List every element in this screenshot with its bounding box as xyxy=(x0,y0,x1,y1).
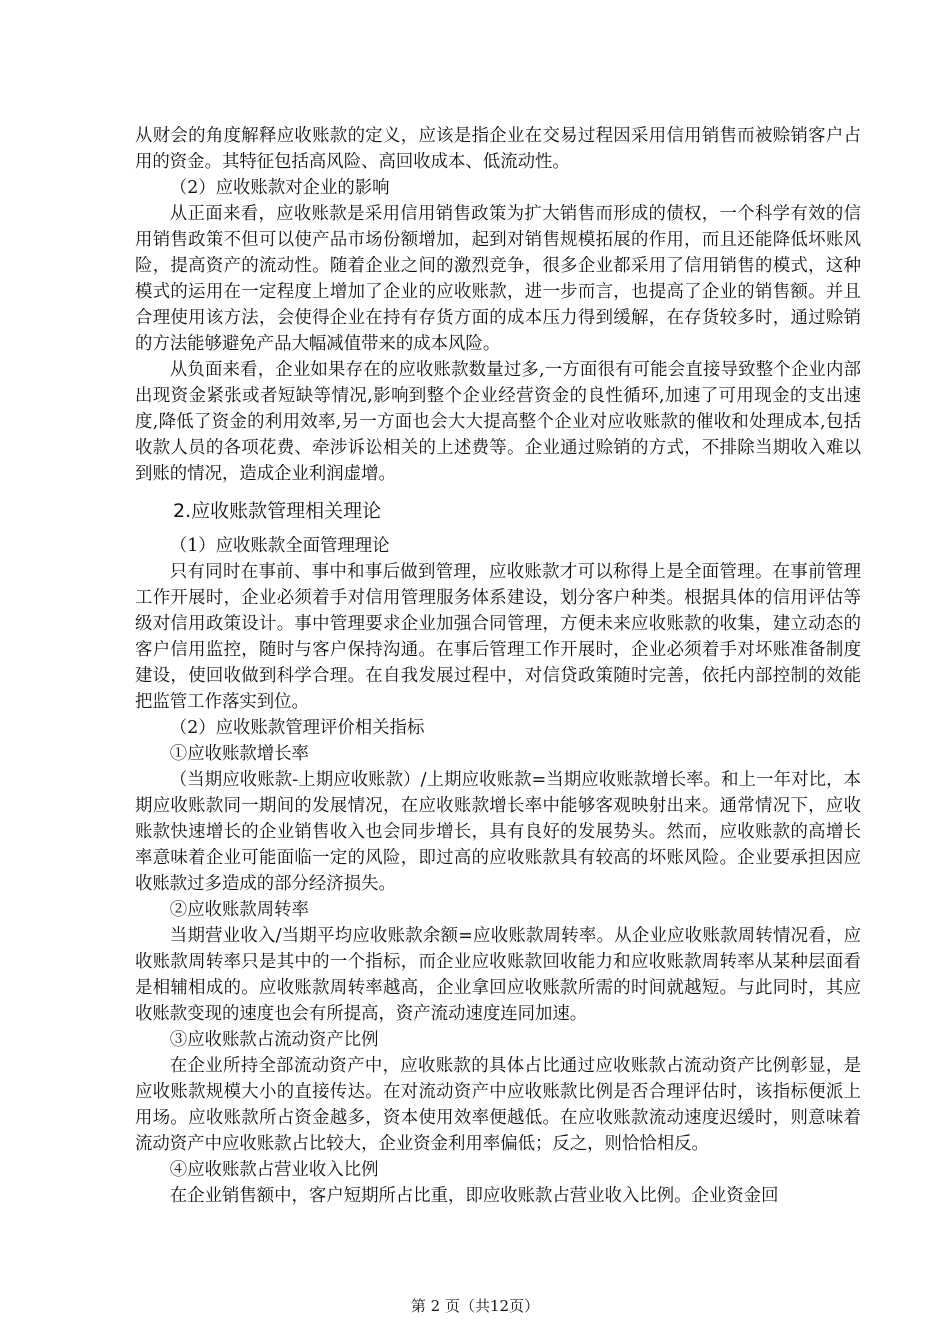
subheading-impact: （2）应收账款对企业的影响 xyxy=(169,178,390,198)
section-heading-theory: 2.应收账款管理相关理论 xyxy=(173,500,382,522)
paragraph-negative: 从负面来看，企业如果存在的应收账款数量过多,一方面很有可能会直接导致整个企业内部出现资金紧张或者短缺等情况,影响到整个企业经营资金的良性循环,加速了可用现金的支出速度,降低了资金的利用效率,另一方面也会大大提高整个企业对应收账款的催收和处理成本,包括收款人员的各项花费、牵涉诉讼相关的上述费等。企业通过赊销的方式，不排除当期收入难以到账的情况，造成企业利润虚增。 xyxy=(135,360,861,484)
indicator-growth-title: ①应收账款增长率 xyxy=(169,744,309,764)
paragraph-current-assets: 在企业所持全部流动资产中，应收账款的具体占比通过应收账款占流动资产比例彰显，是应收账款规模大小的直接传达。在对流动资产中应收账款比例是否合理评估时，该指标便派上用场。应收账款所占资金越多，资本使用效率便越低。在应收账款流动速度迟缓时，则意味着流动资产中应收账款占比较大，企业资金利用率偏低；反之，则恰恰相反。 xyxy=(135,1056,861,1154)
paragraph-comprehensive: 只有同时在事前、事中和事后做到管理，应收账款才可以称得上是全面管理。在事前管理工作开展时，企业必须着手对信用管理服务体系建设，划分客户种类。根据具体的信用评估等级对信用政策设计。事中管理要求企业加强合同管理，方便未来应收账款的收集，建立动态的客户信用监控，随时与客户保持沟通。在事后管理工作开展时，企业必须着手对坏账准备制度建设，使回收做到科学合理。在自我发展过程中，对信贷政策随时完善，依托内部控制的效能把监管工作落实到位。 xyxy=(135,562,861,712)
indicator-current-assets-title: ③应收账款占流动资产比例 xyxy=(169,1030,379,1050)
indicator-revenue-title: ④应收账款占营业收入比例 xyxy=(169,1160,379,1180)
paragraph-turnover: 当期营业收入/当期平均应收账款余额=应收账款周转率。从企业应收账款周转情况看，应收账款周转率只是其中的一个指标，而企业应收账款回收能力和应收账款周转率从某种层面看是相辅相成的。应收账款周转率越高，企业拿回应收账款所需的时间就越短。与此同时，其应收账款变现的速度也会有所提高，资产流动速度连同加速。 xyxy=(135,926,861,1024)
paragraph-definition: 从财会的角度解释应收账款的定义，应该是指企业在交易过程因采用信用销售而被赊销客户占用的资金。其特征包括高风险、高回收成本、低流动性。 xyxy=(135,126,861,172)
document-body xyxy=(135,123,861,1209)
indicator-turnover-title: ②应收账款周转率 xyxy=(169,900,309,920)
page-number: 第 2 页（共12页） xyxy=(410,1297,540,1315)
subheading-indicators: （2）应收账款管理评价相关指标 xyxy=(169,718,425,738)
subheading-comprehensive: （1）应收账款全面管理理论 xyxy=(169,536,390,556)
paragraph-positive: 从正面来看，应收账款是采用信用销售政策为扩大销售而形成的债权，一个科学有效的信用销售政策不但可以使产品市场份额增加，起到对销售规模拓展的作用，而且还能降低坏账风险，提高资产的流动性。随着企业之间的激烈竞争，很多企业都采用了信用销售的模式，这种模式的运用在一定程度上增加了企业的应收账款，进一步而言，也提高了企业的销售额。并且合理使用该方法，会使得企业在持有存货方面的成本压力得到缓解，在存货较多时，通过赊销的方法能够避免产品大幅减值带来的成本风险。 xyxy=(135,204,861,354)
paragraph-growth: （当期应收账款-上期应收账款）/上期应收账款=当期应收账款增长率。和上一年对比，本期应收账款同一期间的发展情况，在应收账款增长率中能够客观映射出来。通常情况下，应收账款快速增长的企业销售收入也会同步增长，具有良好的发展势头。然而，应收账款的高增长率意味着企业可能面临一定的风险，即过高的应收账款具有较高的坏账风险。企业要承担因应收账款过多造成的部分经济损失。 xyxy=(135,770,861,894)
paragraph-revenue: 在企业销售额中，客户短期所占比重，即应收账款占营业收入比例。企业资金回 xyxy=(169,1186,779,1206)
